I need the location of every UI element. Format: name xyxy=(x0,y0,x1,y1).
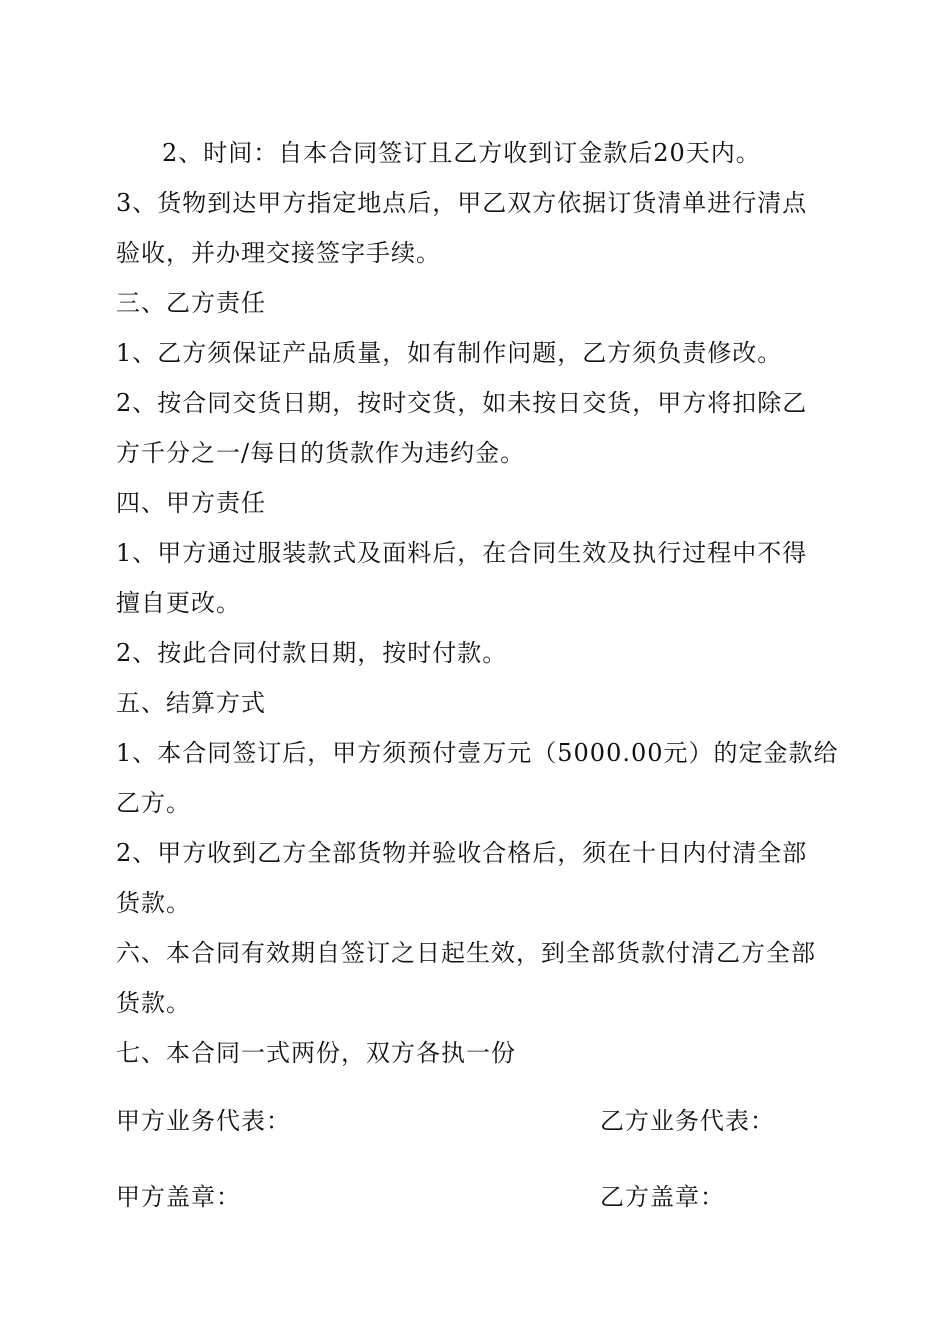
signature-row-representatives xyxy=(116,1106,846,1136)
section-heading-settlement: 五、结算方式 xyxy=(116,689,266,717)
party-a-rep-label: 甲方业务代表： xyxy=(116,1107,291,1135)
clause-final-payment-line1: 2、甲方收到乙方全部货物并验收合格后，须在十日内付清全部 xyxy=(116,839,808,867)
clause-no-change-line1: 1、甲方通过服装款式及面料后，在合同生效及执行过程中不得 xyxy=(116,539,808,567)
clause-no-change-line2: 擅自更改。 xyxy=(116,589,241,617)
section-heading-party-a: 四、甲方责任 xyxy=(116,489,266,517)
clause-acceptance-line2: 验收，并办理交接签字手续。 xyxy=(116,239,441,267)
clause-validity-line1: 六、本合同有效期自签订之日起生效，到全部货款付清乙方全部 xyxy=(116,939,816,967)
party-b-seal-label: 乙方盖章： xyxy=(600,1183,725,1211)
clause-deposit-line1: 1、本合同签订后，甲方须预付壹万元（5000.00元）的定金款给 xyxy=(116,739,839,767)
clause-delivery-time: 2、时间：自本合同签订且乙方收到订金款后20天内。 xyxy=(162,139,761,167)
party-b-rep-label: 乙方业务代表： xyxy=(600,1107,775,1135)
contract-body xyxy=(116,128,846,1078)
clause-quality: 1、乙方须保证产品质量，如有制作问题，乙方须负责修改。 xyxy=(116,339,783,367)
clause-payment-date: 2、按此合同付款日期，按时付款。 xyxy=(116,639,508,667)
clause-final-payment-line2: 货款。 xyxy=(116,889,191,917)
clause-on-time-line1: 2、按合同交货日期，按时交货，如未按日交货，甲方将扣除乙 xyxy=(116,389,808,417)
signature-row-seals xyxy=(116,1182,846,1212)
clause-validity-line2: 货款。 xyxy=(116,989,191,1017)
clause-copies: 七、本合同一式两份，双方各执一份 xyxy=(116,1039,516,1067)
clause-acceptance-line1: 3、货物到达甲方指定地点后，甲乙双方依据订货清单进行清点 xyxy=(116,189,808,217)
party-a-seal-label: 甲方盖章： xyxy=(116,1183,241,1211)
clause-on-time-line2: 方千分之一/每日的货款作为违约金。 xyxy=(116,439,526,467)
clause-deposit-line2: 乙方。 xyxy=(116,789,191,817)
section-heading-party-b: 三、乙方责任 xyxy=(116,289,266,317)
